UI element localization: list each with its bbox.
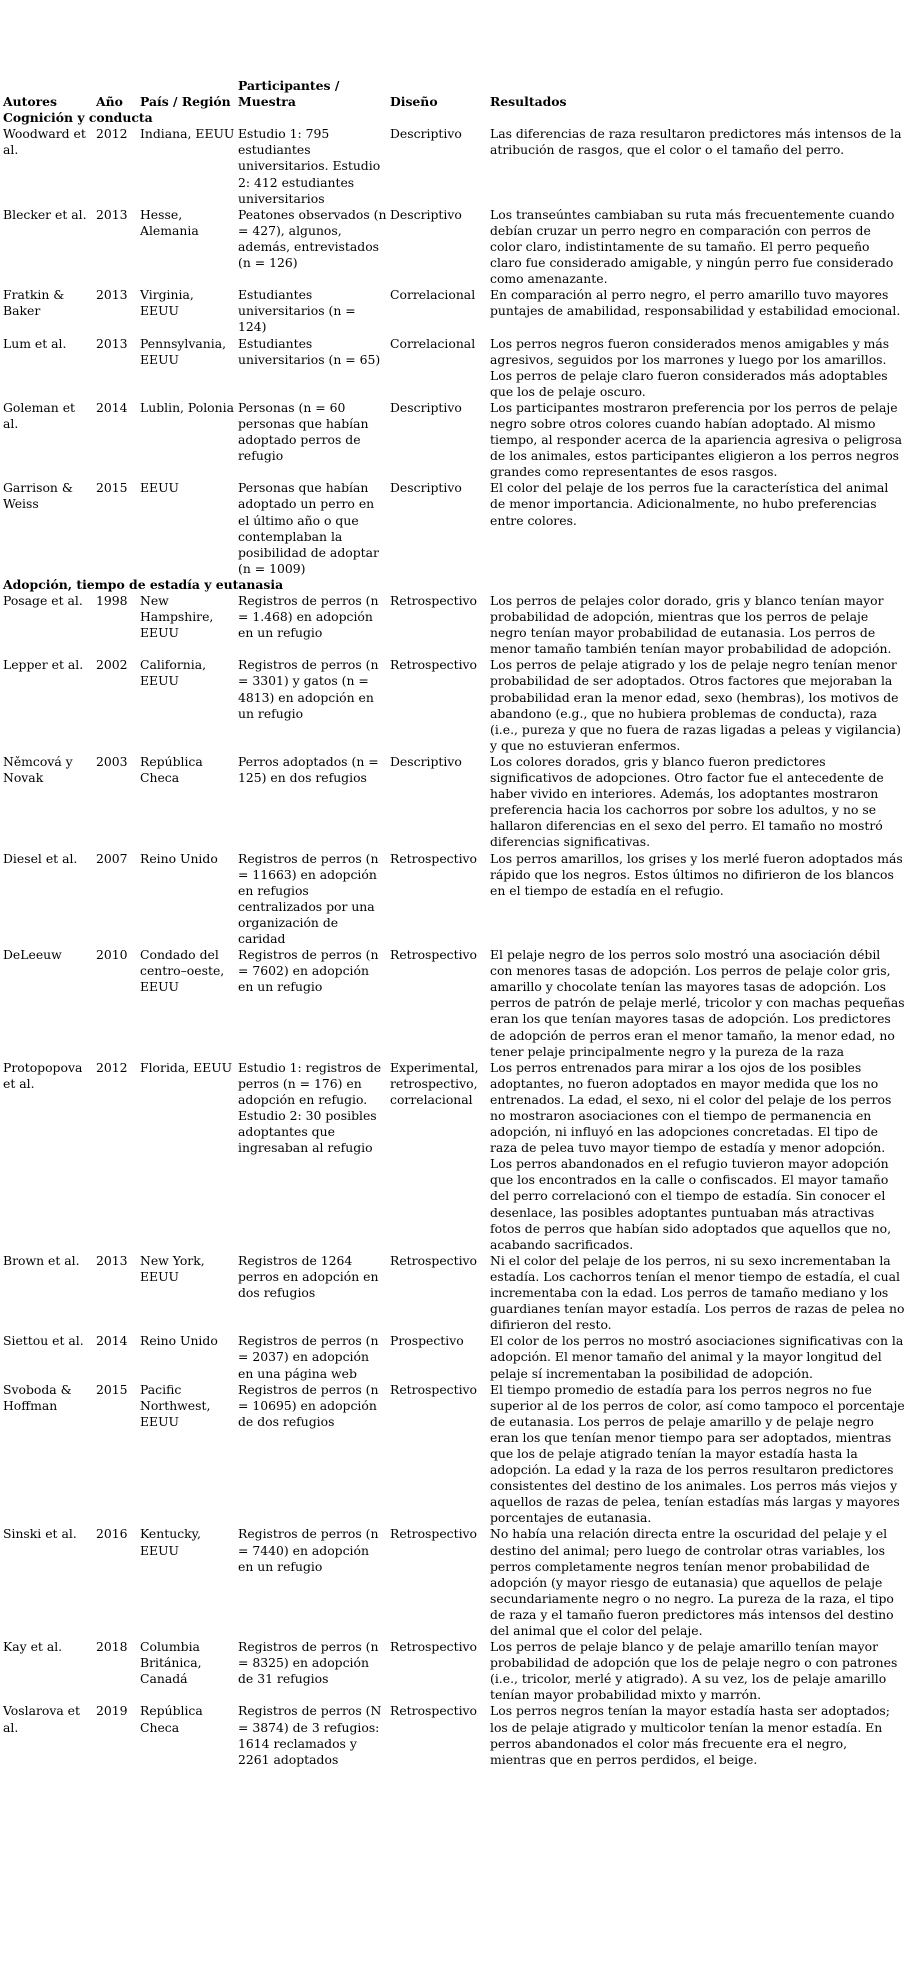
cell-participantes: Estudiantes universitarios (n = 124): [238, 287, 356, 335]
cell-participantes: Registros de perros (n = 10695) en adopción de dos refugios: [238, 1381, 379, 1429]
cell-pais: New Hampshire, EEUU: [140, 593, 214, 641]
cell-diseno: Descriptivo: [390, 126, 462, 142]
cell-pais: EEUU: [140, 480, 179, 496]
table-row: [3, 593, 913, 657]
cell-pais: Reino Unido: [140, 1333, 218, 1349]
cell-anio: 2012: [96, 126, 128, 142]
cell-resultados: Los participantes mostraron preferencia por los perros de pelaje negro sobre otros colores cuando habían adoptado. Al mismo tiempo, al responder acerca de la apariencia agresiva o peligrosa de los animales, estos participantes eligieron a los perros negros grandes como representantes de esos rasgos.: [490, 399, 903, 480]
cell-resultados: Los perros de pelaje blanco y de pelaje amarillo tenían mayor probabilidad de adopción que los de pelaje negro o con patrones (i.e., tricolor, merlé y atigrado). A su vez, los de pelaje amarillo tenían mayor probabilidad mixto y marrón.: [490, 1639, 898, 1703]
cell-autores: Kay et al.: [3, 1639, 63, 1655]
cell-diseno: Retrospectivo: [390, 1252, 477, 1268]
cell-anio: 2007: [96, 850, 128, 866]
cell-participantes: Personas que habían adoptado un perro en el último año o que contemplaban la posibilidad de adoptar (n = 1009): [238, 480, 379, 576]
cell-autores: Goleman et al.: [3, 399, 76, 431]
cell-pais: Pennsylvania, EEUU: [140, 335, 227, 367]
cell-anio: 2014: [96, 399, 128, 415]
cell-anio: 2012: [96, 1059, 128, 1075]
cell-autores: Fratkin & Baker: [3, 287, 65, 319]
cell-pais: República Checa: [140, 753, 203, 786]
cell-participantes: Registros de 1264 perros en adopción en dos refugios: [238, 1252, 379, 1301]
cell-anio: 2014: [96, 1333, 128, 1349]
cell-pais: República Checa: [140, 1703, 203, 1735]
cell-anio: 2003: [96, 753, 128, 769]
cell-participantes: Estudio 1: 795 estudiantes universitarios. Estudio 2: 412 estudiantes universitarios: [238, 126, 381, 206]
cell-resultados: Los perros negros tenían la mayor estadía hasta ser adoptados; los de pelaje atigrado y multicolor tenían la menor estadía. En perros abandonados el color más frecuente era el negro, mientras que en perros perdidos, el beige.: [490, 1703, 890, 1767]
cell-anio: 2013: [96, 287, 128, 303]
section-title: Cognición y conducta: [3, 110, 153, 126]
section-heading-row: [3, 577, 913, 593]
cell-participantes: Registros de perros (n = 7602) en adopción en un refugio: [238, 947, 379, 995]
cell-pais: Lublin, Polonia: [140, 399, 234, 415]
table-row: [3, 287, 913, 335]
cell-resultados: Las diferencias de raza resultaron predictores más intensos de la atribución de rasgos, que el color o el tamaño del perro.: [490, 126, 902, 158]
cell-pais: Florida, EEUU: [140, 1059, 233, 1075]
cell-resultados: Los perros amarillos, los grises y los merlé fueron adoptados más rápido que los negros. Estos últimos no difirieron de los blancos en el tiempo de estadía en el refugio.: [490, 850, 903, 898]
studies-table: [3, 78, 913, 1768]
cell-pais: Condado del centro–oeste, EEUU: [140, 947, 225, 995]
cell-autores: Posage et al.: [3, 593, 83, 608]
cell-diseno: Correlacional: [390, 287, 476, 303]
cell-autores: Woodward et al.: [3, 126, 86, 158]
cell-resultados: El tiempo promedio de estadía para los perros negros no fue superior al de los perros de color, así como tampoco el porcentaje de eutanasia. Los perros de pelaje amarillo y de pelaje negro eran los que tenían menor tiempo para ser adoptados, mientras que los de pelaje atigrado tenían la mayor estadía hasta la adopción. La edad y la raza de los perros resultaron predictores consistentes del destino de los animales. Los perros más viejos y aquellos de razas de pelea, tenían estadías más largas y mayores porcentajes de eutanasia.: [490, 1381, 905, 1526]
cell-pais: Virginia, EEUU: [140, 287, 194, 319]
cell-participantes: Personas (n = 60 personas que habían adoptado perros de refugio: [238, 399, 369, 464]
header-resultados: Resultados: [490, 94, 567, 110]
cell-autores: Němcová y Novak: [3, 753, 73, 786]
cell-diseno: Retrospectivo: [390, 1526, 477, 1542]
cell-pais: Columbia Británica, Canadá: [140, 1639, 202, 1687]
cell-resultados: No había una relación directa entre la oscuridad del pelaje y el destino del animal; pero luego de controlar otras variables, los perros completamente negros tenían menor probabilidad de adopción (y mayor riesgo de eutanasia) que aquellos de pelaje secundariamente negro o no negro. La pureza de la raza, el tipo de raza y el tamaño fueron predictores más intensos del destino del animal que el color del pelaje.: [490, 1526, 894, 1638]
table-row: [3, 480, 913, 577]
table-row: [3, 336, 913, 400]
cell-autores: Siettou et al.: [3, 1333, 84, 1349]
table-row: [3, 851, 913, 948]
cell-participantes: Perros adoptados (n = 125) en dos refugios: [238, 753, 379, 786]
header-anio: Año: [96, 94, 123, 110]
header-pais: País / Región: [140, 94, 231, 110]
table-row: [3, 1253, 913, 1333]
header-diseno: Diseño: [390, 94, 438, 110]
cell-pais: New York, EEUU: [140, 1252, 205, 1284]
cell-participantes: Registros de perros (n = 1.468) en adopción en un refugio: [238, 593, 379, 641]
table-row: [3, 657, 913, 754]
cell-autores: Sinski et al.: [3, 1526, 77, 1542]
cell-resultados: Los transeúntes cambiaban su ruta más frecuentemente cuando debían cruzar un perro negro en comparación con perros de color claro, indistintamente de su tamaño. El perro pequeño claro fue considerado amigable, y ningún perro fue considerado como amenazante.: [490, 206, 895, 287]
cell-resultados: Los perros de pelaje atigrado y los de pelaje negro tenían menor probabilidad de ser adoptados. Otros factores que mejoraban la probabilidad eran la menor edad, sexo (hembras), los motivos de abandono (e.g., que no hubiera problemas de conducta), raza (i.e., pureza y que no fuera de razas ligadas a peleas y vigilancia) y que no estuvieran enfermos.: [490, 657, 901, 753]
cell-diseno: Experimental, retrospectivo, correlacional: [390, 1059, 479, 1107]
cell-pais: Hesse, Alemania: [140, 206, 199, 238]
studies-document: [3, 78, 913, 1768]
cell-diseno: Retrospectivo: [390, 1703, 477, 1719]
cell-diseno: Retrospectivo: [390, 1381, 477, 1397]
cell-autores: Lum et al.: [3, 335, 67, 351]
cell-diseno: Correlacional: [390, 335, 476, 351]
cell-resultados: Ni el color del pelaje de los perros, ni su sexo incrementaban la estadía. Los cachorros tenían el menor tiempo de estadía, el cual incrementaba con la edad. Los perros de tamaño mediano y los guardianes tenían mayor estadía. Los perros de razas de pelea no difirieron del resto.: [490, 1252, 905, 1333]
table-body: [3, 110, 913, 1768]
cell-autores: Voslarova et al.: [3, 1703, 80, 1735]
cell-participantes: Registros de perros (n = 8325) en adopción de 31 refugios: [238, 1639, 379, 1687]
cell-autores: Lepper et al.: [3, 657, 84, 673]
cell-resultados: Los perros de pelajes color dorado, gris y blanco tenían mayor probabilidad de adopción, mientras que los perros de pelaje negro tenían mayor probabilidad de eutanasia. Los perros de menor tamaño también tenían mayor probabilidad de adopción.: [490, 593, 892, 657]
cell-resultados: Los perros entrenados para mirar a los ojos de los posibles adoptantes, no fueron adoptados en mayor medida que los no entrenados. La edad, el sexo, ni el color del pelaje de los perros no mostraron asociaciones con el tiempo de permanencia en adopción, ni influyó en las adopciones concretadas. El tipo de raza de pelea tuvo mayor tiempo de estadía y menor adopción. Los perros abandonados en el refugio tuvieron mayor adopción que los encontrados en la calle o confiscados. El mayor tamaño del perro correlacionó con el tiempo de estadía. Sin conocer el desenlace, las posibles adoptantes puntuaban más atractivas fotos de perros que habían sido adoptados que aquellos que no, acabando sacrificados.: [490, 1059, 892, 1252]
cell-participantes: Registros de perros (n = 3301) y gatos (n = 4813) en adopción en un refugio: [238, 657, 379, 721]
cell-pais: Pacific Northwest, EEUU: [140, 1381, 211, 1429]
cell-autores: Diesel et al.: [3, 850, 78, 866]
cell-anio: 2013: [96, 335, 128, 351]
cell-participantes: Registros de perros (N = 3874) de 3 refugios: 1614 reclamados y 2261 adoptados: [238, 1703, 382, 1767]
cell-resultados: En comparación al perro negro, el perro amarillo tuvo mayores puntajes de amabilidad, responsabilidad y estabilidad emocional.: [490, 287, 901, 319]
table-row: [3, 126, 913, 206]
cell-anio: 2002: [96, 657, 128, 673]
cell-pais: California, EEUU: [140, 657, 207, 689]
cell-diseno: Descriptivo: [390, 753, 462, 769]
cell-diseno: Retrospectivo: [390, 657, 477, 673]
cell-diseno: Descriptivo: [390, 206, 462, 222]
cell-pais: Indiana, EEUU: [140, 126, 235, 142]
cell-autores: DeLeeuw: [3, 947, 62, 963]
cell-diseno: Retrospectivo: [390, 947, 477, 963]
cell-participantes: Estudio 1: registros de perros (n = 176) en adopción en refugio. Estudio 2: 30 posibles adoptantes que ingresaban al refugio: [238, 1059, 382, 1156]
cell-anio: 2013: [96, 206, 128, 222]
cell-pais: Kentucky, EEUU: [140, 1526, 201, 1558]
cell-diseno: Retrospectivo: [390, 593, 477, 608]
cell-autores: Brown et al.: [3, 1252, 80, 1268]
cell-diseno: Retrospectivo: [390, 1639, 477, 1655]
cell-anio: 2016: [96, 1526, 128, 1542]
cell-resultados: El color de los perros no mostró asociaciones significativas con la adopción. El menor tamaño del animal y la mayor longitud del pelaje sí incrementaban la posibilidad de adopción.: [490, 1333, 904, 1381]
table-row: [3, 1333, 913, 1381]
cell-participantes: Registros de perros (n = 2037) en adopción en una página web: [238, 1333, 379, 1381]
cell-anio: 1998: [96, 593, 128, 608]
table-row: [3, 207, 913, 287]
table-row: [3, 947, 913, 1060]
table-row: [3, 1639, 913, 1703]
cell-resultados: El pelaje negro de los perros solo mostró una asociación débil con menores tasas de adopción. Los perros de pelaje color gris, amarillo y chocolate tenían las mayores tasas de adopción. Los perros de patrón de pelaje merlé, tricolor y con machas pequeñas eran los que tenían mayores tasas de adopción. Los predictores de adopción de perros eran el menor tamaño, la menor edad, no tener pelaje principalmente negro y la pureza de la raza: [490, 947, 905, 1059]
table-row: [3, 1382, 913, 1527]
cell-autores: Garrison & Weiss: [3, 480, 73, 512]
cell-diseno: Retrospectivo: [390, 850, 477, 866]
cell-anio: 2013: [96, 1252, 128, 1268]
header-autores: Autores: [3, 94, 57, 110]
cell-anio: 2015: [96, 1381, 128, 1397]
section-heading-row: [3, 110, 913, 126]
cell-pais: Reino Unido: [140, 850, 218, 866]
cell-anio: 2010: [96, 947, 128, 963]
table-header-row: [3, 78, 913, 110]
cell-participantes: Registros de perros (n = 11663) en adopción en refugios centralizados por una organización de caridad: [238, 850, 379, 946]
cell-resultados: Los colores dorados, gris y blanco fueron predictores significativos de adopciones. Otro factor fue el antecedente de haber vivido en interiores. Además, los adoptantes mostraron preferencia hacia los cachorros por sobre los adultos, y no se hallaron diferencias en el sexo del perro. El tamaño no mostró diferencias significativas.: [490, 753, 884, 850]
cell-diseno: Prospectivo: [390, 1333, 464, 1349]
table-row: [3, 754, 913, 851]
cell-autores: Svoboda & Hoffman: [3, 1381, 72, 1413]
section-title: Adopción, tiempo de estadía y eutanasia: [3, 576, 284, 592]
table-row: [3, 1526, 913, 1639]
cell-participantes: Registros de perros (n = 7440) en adopción en un refugio: [238, 1526, 379, 1574]
cell-autores: Protopopova et al.: [3, 1059, 83, 1091]
cell-anio: 2018: [96, 1639, 128, 1655]
cell-participantes: Estudiantes universitarios (n = 65): [238, 335, 381, 367]
cell-resultados: Los perros negros fueron considerados menos amigables y más agresivos, seguidos por los marrones y luego por los amarillos. Los perros de pelaje claro fueron considerados más adoptables que los de pelaje oscuro.: [490, 335, 890, 399]
cell-resultados: El color del pelaje de los perros fue la característica del animal de menor importancia. Adicionalmente, no hubo preferencias entre colores.: [490, 480, 889, 528]
table-row: [3, 400, 913, 480]
cell-diseno: Descriptivo: [390, 480, 462, 496]
cell-anio: 2015: [96, 480, 128, 496]
cell-autores: Blecker et al.: [3, 206, 87, 222]
header-participantes: Participantes / Muestra: [238, 78, 340, 110]
cell-anio: 2019: [96, 1703, 128, 1719]
cell-diseno: Descriptivo: [390, 399, 462, 415]
table-row: [3, 1703, 913, 1767]
cell-participantes: Peatones observados (n = 427), algunos, además, entrevistados (n = 126): [238, 206, 387, 271]
table-row: [3, 1060, 913, 1253]
